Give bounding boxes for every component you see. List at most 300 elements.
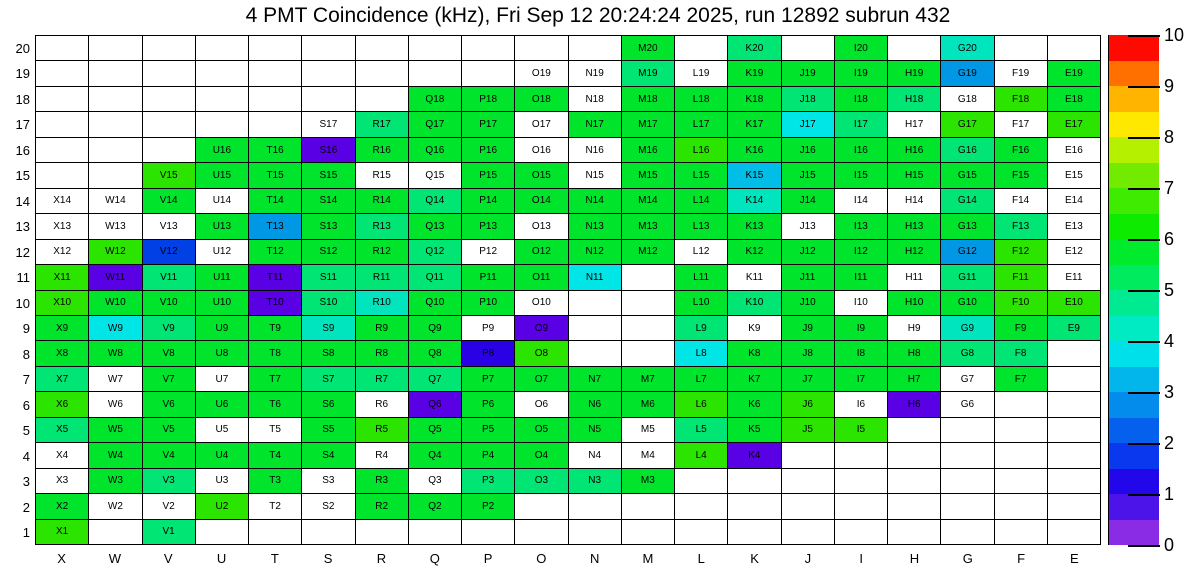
colorbar-tick-label-3: 3 xyxy=(1164,382,1175,402)
colorbar-tick-label-5: 5 xyxy=(1164,280,1175,300)
cell-label: L5 xyxy=(695,424,707,436)
cell-I9 xyxy=(835,316,888,341)
cell-label: W12 xyxy=(105,246,126,258)
cell-K17 xyxy=(728,112,781,137)
cell-G15 xyxy=(941,163,994,188)
cell-label: S13 xyxy=(319,220,338,232)
cell-L7 xyxy=(675,367,728,392)
cell-label: S11 xyxy=(319,271,337,283)
cell-I16 xyxy=(835,138,888,163)
cell-T7 xyxy=(249,367,302,392)
cell-label: O7 xyxy=(534,373,549,385)
cell-label: G11 xyxy=(958,271,977,283)
cell-label: E17 xyxy=(1064,119,1083,131)
cell-F2 xyxy=(995,494,1048,519)
y-axis-label-10: 10 xyxy=(15,295,30,311)
cell-label: E12 xyxy=(1064,246,1083,258)
cell-N11 xyxy=(569,265,622,290)
cell-E8 xyxy=(1048,341,1101,366)
cell-label: L14 xyxy=(692,195,710,207)
cell-S4 xyxy=(302,443,355,468)
cell-J3 xyxy=(782,469,835,494)
x-axis-label-O: O xyxy=(536,551,547,566)
x-axis-label-J: J xyxy=(804,551,812,566)
y-axis-label-20: 20 xyxy=(15,40,30,56)
colorbar-tick-label-10: 10 xyxy=(1164,25,1185,45)
cell-label: J14 xyxy=(799,195,816,207)
cell-label: K13 xyxy=(745,220,764,232)
colorbar-tick-8 xyxy=(1128,137,1160,139)
cell-label: K20 xyxy=(745,42,764,54)
cell-label: K16 xyxy=(745,144,764,156)
colorbar-segment-3 xyxy=(1109,443,1159,469)
cell-L3 xyxy=(675,469,728,494)
cell-M4 xyxy=(622,443,675,468)
cell-label: U16 xyxy=(212,144,232,156)
cell-O17 xyxy=(515,112,568,137)
cell-V14 xyxy=(143,189,196,214)
cell-label: K14 xyxy=(745,195,764,207)
cell-label: Q11 xyxy=(425,271,444,283)
cell-H6 xyxy=(888,392,941,417)
colorbar-tick-0 xyxy=(1128,545,1160,547)
cell-E3 xyxy=(1048,469,1101,494)
cell-P1 xyxy=(462,520,515,545)
cell-label: L7 xyxy=(695,373,707,385)
cell-H20 xyxy=(888,36,941,61)
y-axis-label-7: 7 xyxy=(22,372,30,388)
cell-label: J5 xyxy=(802,424,813,436)
cell-label: Q18 xyxy=(425,93,445,105)
cell-E16 xyxy=(1048,138,1101,163)
cell-label: G9 xyxy=(960,322,975,334)
cell-V17 xyxy=(143,112,196,137)
cell-label: U5 xyxy=(215,424,229,436)
cell-P16 xyxy=(462,138,515,163)
cell-I18 xyxy=(835,87,888,112)
cell-label: S7 xyxy=(322,373,335,385)
y-axis-label-4: 4 xyxy=(22,448,30,464)
cell-label: G8 xyxy=(960,348,975,360)
cell-I14 xyxy=(835,189,888,214)
cell-T3 xyxy=(249,469,302,494)
cell-K16 xyxy=(728,138,781,163)
cell-label: V12 xyxy=(159,246,178,258)
cell-label: E16 xyxy=(1064,144,1083,156)
cell-L5 xyxy=(675,418,728,443)
cell-G16 xyxy=(941,138,994,163)
cell-label: M5 xyxy=(640,424,655,436)
colorbar-segment-18 xyxy=(1109,61,1159,87)
cell-label: H13 xyxy=(904,220,924,232)
x-axis-label-G: G xyxy=(962,551,973,566)
cell-label: R16 xyxy=(372,144,391,156)
colorbar-segment-4 xyxy=(1109,418,1159,444)
cell-W4 xyxy=(89,443,142,468)
cell-label: O16 xyxy=(531,144,551,156)
cell-label: T5 xyxy=(269,424,281,436)
cell-label: L15 xyxy=(692,169,710,181)
colorbar-tick-3 xyxy=(1128,392,1160,394)
cell-label: G20 xyxy=(957,42,977,54)
cell-label: I18 xyxy=(853,93,868,105)
cell-label: Q12 xyxy=(425,246,445,258)
cell-U11 xyxy=(196,265,249,290)
cell-label: M6 xyxy=(640,399,655,411)
cell-label: L16 xyxy=(692,144,710,156)
cell-label: F13 xyxy=(1012,220,1030,232)
cell-N6 xyxy=(569,392,622,417)
cell-G6 xyxy=(941,392,994,417)
cell-F11 xyxy=(995,265,1048,290)
cell-label: O11 xyxy=(532,271,551,283)
cell-label: E18 xyxy=(1064,93,1083,105)
cell-label: V11 xyxy=(160,271,178,283)
cell-label: W5 xyxy=(107,424,123,436)
cell-K18 xyxy=(728,87,781,112)
cell-E19 xyxy=(1048,61,1101,86)
cell-label: U12 xyxy=(212,246,232,258)
cell-label: J12 xyxy=(799,246,816,258)
cell-S5 xyxy=(302,418,355,443)
colorbar-segment-12 xyxy=(1109,214,1159,240)
cell-H15 xyxy=(888,163,941,188)
cell-label: M7 xyxy=(640,373,655,385)
cell-label: R6 xyxy=(375,399,389,411)
cell-label: L12 xyxy=(692,246,710,258)
cell-T11 xyxy=(249,265,302,290)
cell-U8 xyxy=(196,341,249,366)
cell-R20 xyxy=(356,36,409,61)
cell-G13 xyxy=(941,214,994,239)
cell-label: P18 xyxy=(479,93,498,105)
cell-label: M12 xyxy=(638,246,658,258)
cell-K20 xyxy=(728,36,781,61)
cell-J15 xyxy=(782,163,835,188)
cell-O3 xyxy=(515,469,568,494)
cell-label: V13 xyxy=(159,220,178,232)
cell-label: U9 xyxy=(215,322,229,334)
cell-Q13 xyxy=(409,214,462,239)
cell-R14 xyxy=(356,189,409,214)
cell-U18 xyxy=(196,87,249,112)
cell-S3 xyxy=(302,469,355,494)
cell-W7 xyxy=(89,367,142,392)
cell-X16 xyxy=(36,138,89,163)
cell-label: V15 xyxy=(159,169,178,181)
cell-X1 xyxy=(36,520,89,545)
cell-label: P15 xyxy=(479,169,498,181)
cell-G18 xyxy=(941,87,994,112)
cell-R8 xyxy=(356,341,409,366)
cell-Q14 xyxy=(409,189,462,214)
cell-H18 xyxy=(888,87,941,112)
cell-V12 xyxy=(143,240,196,265)
cell-R11 xyxy=(356,265,409,290)
cell-I8 xyxy=(835,341,888,366)
cell-X2 xyxy=(36,494,89,519)
colorbar-segment-10 xyxy=(1109,265,1159,291)
cell-label: H10 xyxy=(904,297,924,309)
cell-M5 xyxy=(622,418,675,443)
cell-M2 xyxy=(622,494,675,519)
cell-T5 xyxy=(249,418,302,443)
cell-N2 xyxy=(569,494,622,519)
cell-M3 xyxy=(622,469,675,494)
cell-label: Q9 xyxy=(428,322,442,334)
cell-H14 xyxy=(888,189,941,214)
cell-V4 xyxy=(143,443,196,468)
cell-J2 xyxy=(782,494,835,519)
cell-label: Q14 xyxy=(425,195,445,207)
cell-U10 xyxy=(196,291,249,316)
cell-X14 xyxy=(36,189,89,214)
cell-H16 xyxy=(888,138,941,163)
cell-F7 xyxy=(995,367,1048,392)
cell-label: I11 xyxy=(854,271,868,283)
colorbar-segment-6 xyxy=(1109,367,1159,393)
cell-K10 xyxy=(728,291,781,316)
cell-O13 xyxy=(515,214,568,239)
x-axis-label-X: X xyxy=(57,551,66,566)
cell-P17 xyxy=(462,112,515,137)
cell-X13 xyxy=(36,214,89,239)
cell-E17 xyxy=(1048,112,1101,137)
colorbar-segment-9 xyxy=(1109,290,1159,316)
cell-Q20 xyxy=(409,36,462,61)
cell-Q19 xyxy=(409,61,462,86)
colorbar-segment-16 xyxy=(1109,112,1159,138)
cell-label: U11 xyxy=(213,271,231,283)
cell-label: V3 xyxy=(162,475,175,487)
cell-label: I7 xyxy=(856,373,866,385)
cell-U7 xyxy=(196,367,249,392)
cell-label: H7 xyxy=(907,373,921,385)
cell-R3 xyxy=(356,469,409,494)
cell-R2 xyxy=(356,494,409,519)
cell-I1 xyxy=(835,520,888,545)
cell-label: G15 xyxy=(957,169,977,181)
x-axis-label-L: L xyxy=(697,551,705,566)
cell-U19 xyxy=(196,61,249,86)
cell-label: V1 xyxy=(162,526,175,538)
cell-label: M13 xyxy=(638,220,658,232)
cell-K19 xyxy=(728,61,781,86)
cell-W20 xyxy=(89,36,142,61)
cell-K4 xyxy=(728,443,781,468)
cell-W3 xyxy=(89,469,142,494)
cell-M16 xyxy=(622,138,675,163)
cell-label: E19 xyxy=(1064,68,1083,80)
cell-R7 xyxy=(356,367,409,392)
cell-P2 xyxy=(462,494,515,519)
cell-O19 xyxy=(515,61,568,86)
cell-label: O15 xyxy=(531,169,551,181)
cell-label: S8 xyxy=(322,348,335,360)
cell-L16 xyxy=(675,138,728,163)
cell-label: X7 xyxy=(56,373,69,385)
cell-label: K7 xyxy=(748,373,761,385)
x-axis-label-I: I xyxy=(859,551,863,566)
cell-W9 xyxy=(89,316,142,341)
cell-Q8 xyxy=(409,341,462,366)
cell-label: J16 xyxy=(799,144,816,156)
cell-O5 xyxy=(515,418,568,443)
cell-label: W4 xyxy=(107,449,123,461)
cell-U12 xyxy=(196,240,249,265)
cell-label: J9 xyxy=(802,322,813,334)
cell-U14 xyxy=(196,189,249,214)
cell-H4 xyxy=(888,443,941,468)
cell-label: G19 xyxy=(957,68,977,80)
cell-P3 xyxy=(462,469,515,494)
cell-L1 xyxy=(675,520,728,545)
cell-label: J19 xyxy=(799,68,816,80)
cell-label: R14 xyxy=(372,195,391,207)
cell-J6 xyxy=(782,392,835,417)
cell-M13 xyxy=(622,214,675,239)
colorbar-tick-label-4: 4 xyxy=(1164,331,1175,351)
colorbar-tick-label-2: 2 xyxy=(1164,433,1175,453)
page-title: 4 PMT Coincidence (kHz), Fri Sep 12 20:24:24 2025, run 12892 subrun 432 xyxy=(245,4,951,27)
cell-label: F11 xyxy=(1012,271,1029,283)
cell-U17 xyxy=(196,112,249,137)
cell-label: U2 xyxy=(215,500,229,512)
cell-label: H12 xyxy=(904,246,924,258)
cell-label: G17 xyxy=(957,119,977,131)
cell-V5 xyxy=(143,418,196,443)
cell-label: T8 xyxy=(269,348,281,360)
cell-F13 xyxy=(995,214,1048,239)
cell-N3 xyxy=(569,469,622,494)
colorbar-tick-label-1: 1 xyxy=(1164,484,1175,504)
cell-N14 xyxy=(569,189,622,214)
cell-label: K10 xyxy=(745,297,764,309)
cell-E15 xyxy=(1048,163,1101,188)
cell-O9 xyxy=(515,316,568,341)
cell-U13 xyxy=(196,214,249,239)
cell-T12 xyxy=(249,240,302,265)
cell-label: K11 xyxy=(745,271,763,283)
cell-label: W8 xyxy=(107,348,123,360)
cell-S19 xyxy=(302,61,355,86)
cell-label: R17 xyxy=(372,119,391,131)
cell-S13 xyxy=(302,214,355,239)
cell-F10 xyxy=(995,291,1048,316)
cell-L2 xyxy=(675,494,728,519)
cell-L20 xyxy=(675,36,728,61)
cell-label: O9 xyxy=(534,322,549,334)
cell-X17 xyxy=(36,112,89,137)
cell-label: P12 xyxy=(479,246,498,258)
cell-label: I15 xyxy=(853,169,868,181)
cell-J20 xyxy=(782,36,835,61)
cell-M1 xyxy=(622,520,675,545)
cell-label: M20 xyxy=(638,42,658,54)
cell-label: F12 xyxy=(1012,246,1030,258)
cell-label: M14 xyxy=(638,195,658,207)
cell-label: W9 xyxy=(107,322,123,334)
cell-Q3 xyxy=(409,469,462,494)
y-axis-label-8: 8 xyxy=(22,346,30,362)
cell-O11 xyxy=(515,265,568,290)
cell-label: S6 xyxy=(322,399,335,411)
cell-H2 xyxy=(888,494,941,519)
cell-label: R11 xyxy=(372,271,391,283)
cell-Q17 xyxy=(409,112,462,137)
cell-label: N17 xyxy=(585,119,604,131)
cell-G11 xyxy=(941,265,994,290)
cell-label: U15 xyxy=(212,169,232,181)
cell-label: N5 xyxy=(588,424,602,436)
colorbar-tick-label-8: 8 xyxy=(1164,127,1175,147)
cell-R1 xyxy=(356,520,409,545)
cell-S2 xyxy=(302,494,355,519)
cell-label: T7 xyxy=(269,373,281,385)
cell-label: G14 xyxy=(957,195,977,207)
cell-Q4 xyxy=(409,443,462,468)
cell-label: H11 xyxy=(905,271,923,283)
colorbar-segment-13 xyxy=(1109,188,1159,214)
cell-M17 xyxy=(622,112,675,137)
cell-U20 xyxy=(196,36,249,61)
colorbar-segment-1 xyxy=(1109,494,1159,520)
cell-R10 xyxy=(356,291,409,316)
cell-T6 xyxy=(249,392,302,417)
cell-label: X6 xyxy=(56,399,69,411)
cell-label: T16 xyxy=(266,144,284,156)
cell-W13 xyxy=(89,214,142,239)
cell-J4 xyxy=(782,443,835,468)
cell-V19 xyxy=(143,61,196,86)
cell-V6 xyxy=(143,392,196,417)
cell-label: Q5 xyxy=(428,424,442,436)
cell-label: P6 xyxy=(482,399,495,411)
cell-H11 xyxy=(888,265,941,290)
cell-label: F16 xyxy=(1012,144,1030,156)
cell-label: I20 xyxy=(853,42,868,54)
cell-label: Q2 xyxy=(428,500,442,512)
cell-X5 xyxy=(36,418,89,443)
cell-label: M4 xyxy=(640,449,655,461)
cell-label: Q8 xyxy=(428,348,442,360)
cell-G12 xyxy=(941,240,994,265)
cell-label: N18 xyxy=(585,93,604,105)
cell-K14 xyxy=(728,189,781,214)
cell-R4 xyxy=(356,443,409,468)
cell-H1 xyxy=(888,520,941,545)
cell-V9 xyxy=(143,316,196,341)
cell-label: X11 xyxy=(53,271,71,283)
cell-label: I8 xyxy=(856,348,866,360)
cell-label: T9 xyxy=(269,322,281,334)
cell-X8 xyxy=(36,341,89,366)
cell-label: E15 xyxy=(1064,169,1083,181)
cell-W14 xyxy=(89,189,142,214)
cell-label: M18 xyxy=(638,93,658,105)
cell-label: L10 xyxy=(692,297,710,309)
cell-label: F9 xyxy=(1014,322,1027,334)
y-axis-label-15: 15 xyxy=(15,168,30,184)
cell-O1 xyxy=(515,520,568,545)
cell-T18 xyxy=(249,87,302,112)
cell-F12 xyxy=(995,240,1048,265)
cell-N8 xyxy=(569,341,622,366)
cell-label: V4 xyxy=(162,449,175,461)
cell-label: S3 xyxy=(322,475,335,487)
cell-label: Q6 xyxy=(428,399,442,411)
cell-label: V5 xyxy=(162,424,175,436)
